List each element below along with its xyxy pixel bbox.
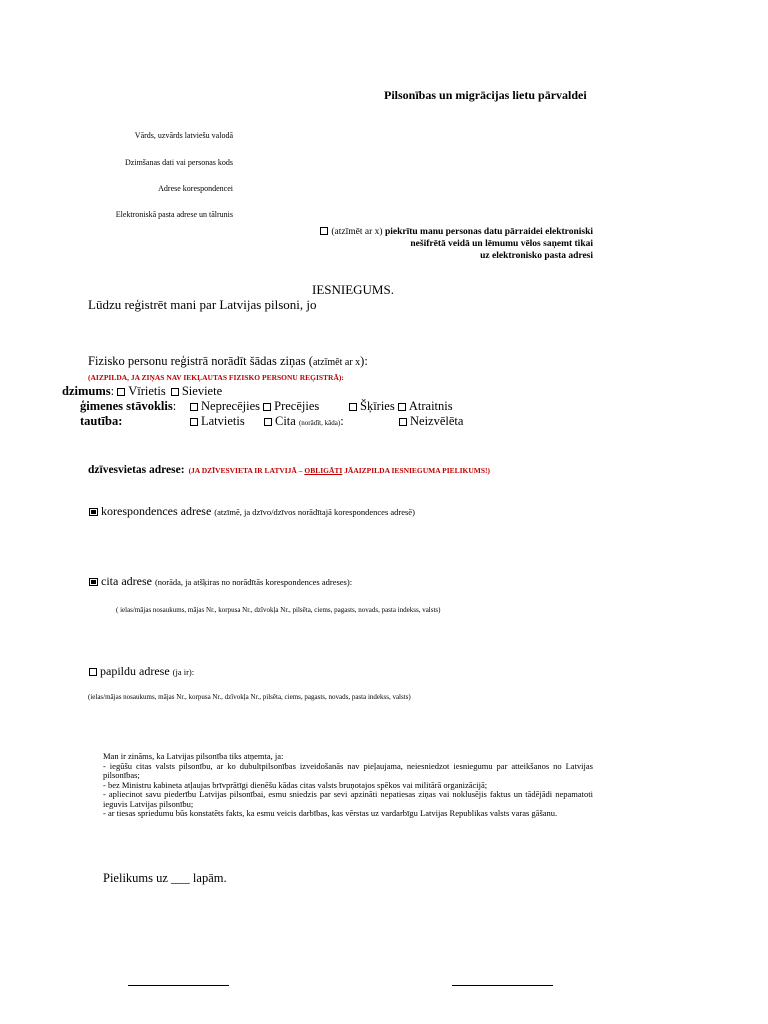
married-checkbox[interactable] <box>263 403 271 411</box>
register-intro: Fizisko personu reģistrā norādīt šādas ziņas (atzīmēt ar x): <box>88 354 368 368</box>
name-label: Vārds, uzvārds latviešu valodā <box>134 131 233 140</box>
consent-line-3: uz elektronisko pasta adresi <box>480 251 593 261</box>
nationality-label: tautība: <box>80 414 123 428</box>
divorced-checkbox[interactable] <box>349 403 357 411</box>
other-address-checkbox[interactable] <box>89 578 98 586</box>
extra-address-label: papildu adrese <box>100 664 170 678</box>
other-address-label: cita adrese <box>101 574 152 588</box>
contact-label: Elektroniskā pasta adrese un tālrunis <box>115 210 233 219</box>
consent-checkbox[interactable] <box>320 227 328 235</box>
recipient-heading: Pilsonības un migrācijas lietu pārvaldei <box>384 88 587 102</box>
married-option: Precējies <box>274 399 320 413</box>
corr-address-label: korespondences adrese <box>101 504 212 518</box>
widowed-checkbox[interactable] <box>398 403 406 411</box>
consent-line-1: (atzīmēt ar x) piekrītu manu personas datu pārraidei elektroniski <box>320 227 593 237</box>
marital-label: ģimenes stāvoklis <box>80 399 173 413</box>
marital-row: ģimenes stāvoklis: <box>80 399 177 413</box>
residence-label: dzīvesvietas adrese: <box>88 464 185 476</box>
male-option: Vīrietis <box>128 384 166 398</box>
latvian-checkbox[interactable] <box>190 418 198 426</box>
other-nationality-checkbox[interactable] <box>264 418 272 426</box>
marital-options <box>190 399 319 414</box>
female-option: Sieviete <box>181 384 223 398</box>
attachment-line: Pielikums uz ___ lapām. <box>103 871 227 885</box>
extra-address-fields: (ielas/mājas nosaukums, mājas Nr., korpusa Nr., dzīvokļa Nr., pilsēta, ciems, pagasts, novads, pasta indekss, valsts) <box>88 693 411 701</box>
nationality-latvian: Latvietis <box>190 414 245 429</box>
extra-address-row <box>89 664 194 679</box>
divorced-option: Šķīries <box>360 399 395 413</box>
corr-address-checkbox[interactable] <box>89 508 98 516</box>
single-option: Neprecējies <box>201 399 260 413</box>
date-signature-line <box>128 985 229 986</box>
birth-label: Dzimšanas dati vai personas kods <box>125 158 233 167</box>
other-address-row <box>89 574 352 589</box>
correspondence-label: Adrese korespondencei <box>158 184 233 193</box>
other-address-fields: ( ielas/mājas nosaukums, mājas Nr., korpusa Nr., dzīvokļa Nr., pilsēta, ciems, pagasts, novads, pasta indekss, valsts) <box>116 606 441 614</box>
register-note: (AIZPILDA, JA ZIŅAS NAV IEKĻAUTAS FIZISKO PERSONU REĢISTRĀ): <box>88 373 344 382</box>
document-title: IESNIEGUMS. <box>312 282 394 297</box>
declaration-line: - apliecinot savu piederību Latvijas pilsonībai, esmu sniedzis par sevi apzināti nepatiesas ziņas vai noklusējis faktus un tādējādi nepamatoti ieguvis Latvijas pilsonību; <box>103 789 593 809</box>
male-checkbox[interactable] <box>117 388 125 396</box>
extra-address-hint: (ja ir): <box>172 667 195 677</box>
extra-address-checkbox[interactable] <box>89 668 97 676</box>
declaration-line: - bez Ministru kabineta atļaujas brīvprātīgi dienēšu kādas citas valsts bruņotajos spēkos vai militārā organizācijā; <box>103 779 488 790</box>
declaration-line: - ar tiesas spriedumu būs konstatēts fakts, ka esmu veicis darbības, kas vērstas uz vardarbīgu Latvijas Republikas valsts varas gāšanu. <box>103 808 558 818</box>
corr-address-row <box>89 504 415 519</box>
widowed-option: Atraitnis <box>408 399 453 413</box>
residence-row <box>88 460 490 478</box>
gender-row: dzimums: Vīrietis Sieviete <box>62 384 223 398</box>
unknown-nationality-checkbox[interactable] <box>399 418 407 426</box>
request-text: Lūdzu reģistrēt mani par Latvijas pilsoni, jo <box>88 297 317 312</box>
signature-line <box>452 985 553 986</box>
nationality-unknown: Neizvēlēta <box>399 414 463 429</box>
gender-label: dzimums <box>62 384 111 398</box>
declaration <box>103 752 593 819</box>
nationality-other: Cita (norādīt, kāda): <box>264 414 344 429</box>
corr-address-hint: (atzīmē, ja dzīvo/dzīvos norādītajā korespondences adresē) <box>214 507 415 517</box>
single-checkbox[interactable] <box>190 403 198 411</box>
declaration-line: - iegūšu citas valsts pilsonību, ar ko dubultpilsonības izveidošanās nav pieļaujama, neiesniedzot iesniegumu par atteikšanos no Latvijas pilsonības; <box>103 760 593 780</box>
other-address-hint: (norāda, ja atšķiras no norādītās korespondences adreses): <box>154 577 353 587</box>
residence-note: (JA DZĪVESVIETA IR LATVIJĀ – OBLIGĀTI JĀAIZPILDA IESNIEGUMA PIELIKUMS!) <box>188 466 491 475</box>
marital-options-2 <box>349 399 453 414</box>
female-checkbox[interactable] <box>171 388 179 396</box>
consent-line-2: nešifrētā veidā un lēmumu vēlos saņemt tikai <box>410 239 593 249</box>
declaration-line: Man ir zināms, ka Latvijas pilsonība tiks atņemta, ja: <box>103 751 284 761</box>
